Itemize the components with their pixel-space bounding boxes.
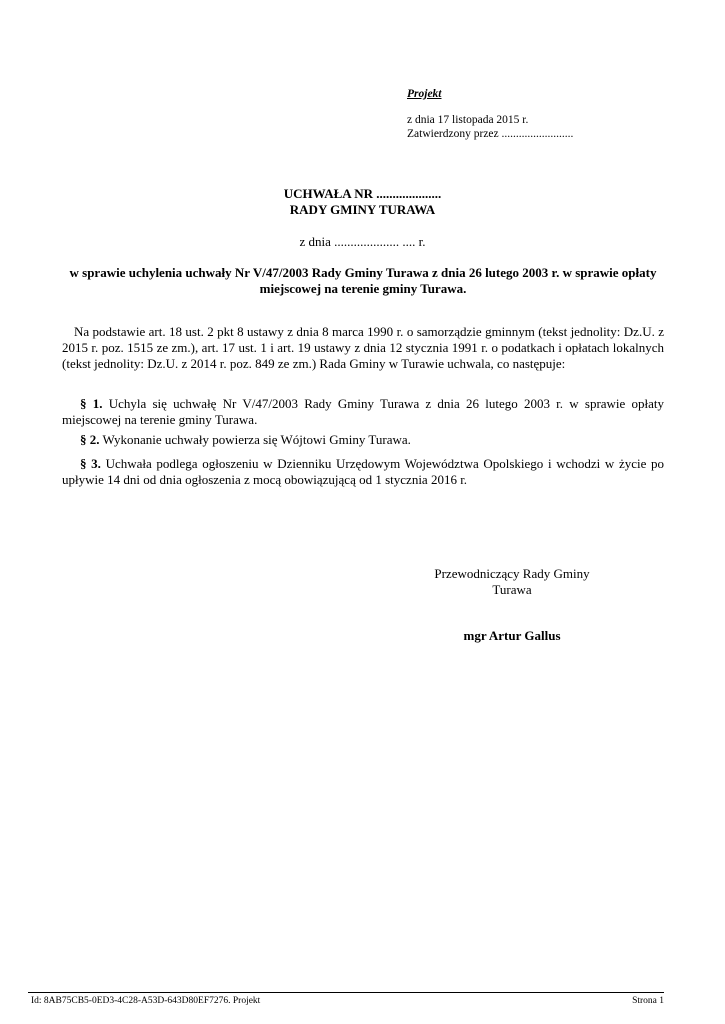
project-date: z dnia 17 listopada 2015 r.: [407, 114, 529, 126]
page-number: Strona 1: [632, 996, 664, 1006]
section-mark: § 3.: [80, 456, 101, 471]
section-text: Uchyla się uchwałę Nr V/47/2003 Rady Gminy Turawa z dnia 26 lutego 2003 r. w sprawie opłaty miejscowej na terenie gminy Turawa.: [62, 396, 665, 427]
signatory-role: Przewodniczący Rady Gminy: [434, 566, 590, 581]
project-info: [407, 113, 573, 141]
section-2: [62, 432, 664, 448]
resolution-date: z dnia .................... .... r.: [299, 234, 426, 249]
document-id: Id: 8AB75CB5-0ED3-4C28-A53D-643D80EF7276. Projekt: [31, 996, 261, 1006]
approved-by-line: Zatwierdzony przez .........................: [407, 128, 574, 140]
footer-divider: [28, 992, 664, 993]
resolution-subject: w sprawie uchylenia uchwały Nr V/47/2003 Rady Gminy Turawa z dnia 26 lutego 2003 r. w sprawie opłaty miejscowej na terenie gminy Turawa.: [69, 265, 657, 296]
section-mark: § 2.: [80, 432, 100, 447]
council-name: RADY GMINY TURAWA: [289, 202, 436, 217]
resolution-number: UCHWAŁA NR ....................: [283, 186, 442, 201]
signatory-role-place: Turawa: [492, 582, 532, 597]
section-mark: § 1.: [80, 396, 103, 411]
section-text: Wykonanie uchwały powierza się Wójtowi Gminy Turawa.: [102, 432, 411, 447]
project-label: Projekt: [407, 88, 442, 100]
section-1: [62, 396, 664, 428]
signatory-name: mgr Artur Gallus: [463, 628, 561, 643]
preamble-paragraph: Na podstawie art. 18 ust. 2 pkt 8 ustawy z dnia 8 marca 1990 r. o samorządzie gminnym (tekst jednolity: Dz.U. z 2015 r. poz. 1515 ze zm.), art. 17 ust. 1 i art. 19 ustawy z dnia 12 stycznia 1991 r. o podatkach i opłatach lokalnych (tekst jednolity: Dz.U. z 2014 r. poz. 849 ze zm.) Rada Gminy w Turawie uchwala, co następuje:: [62, 324, 664, 371]
section-text: Uchwała podlega ogłoszeniu w Dzienniku Urzędowym Województwa Opolskiego i wchodzi w życie po upływie 14 dni od dnia ogłoszenia z mocą obowiązującą od 1 stycznia 2016 r.: [62, 456, 665, 487]
section-3: [62, 456, 664, 488]
